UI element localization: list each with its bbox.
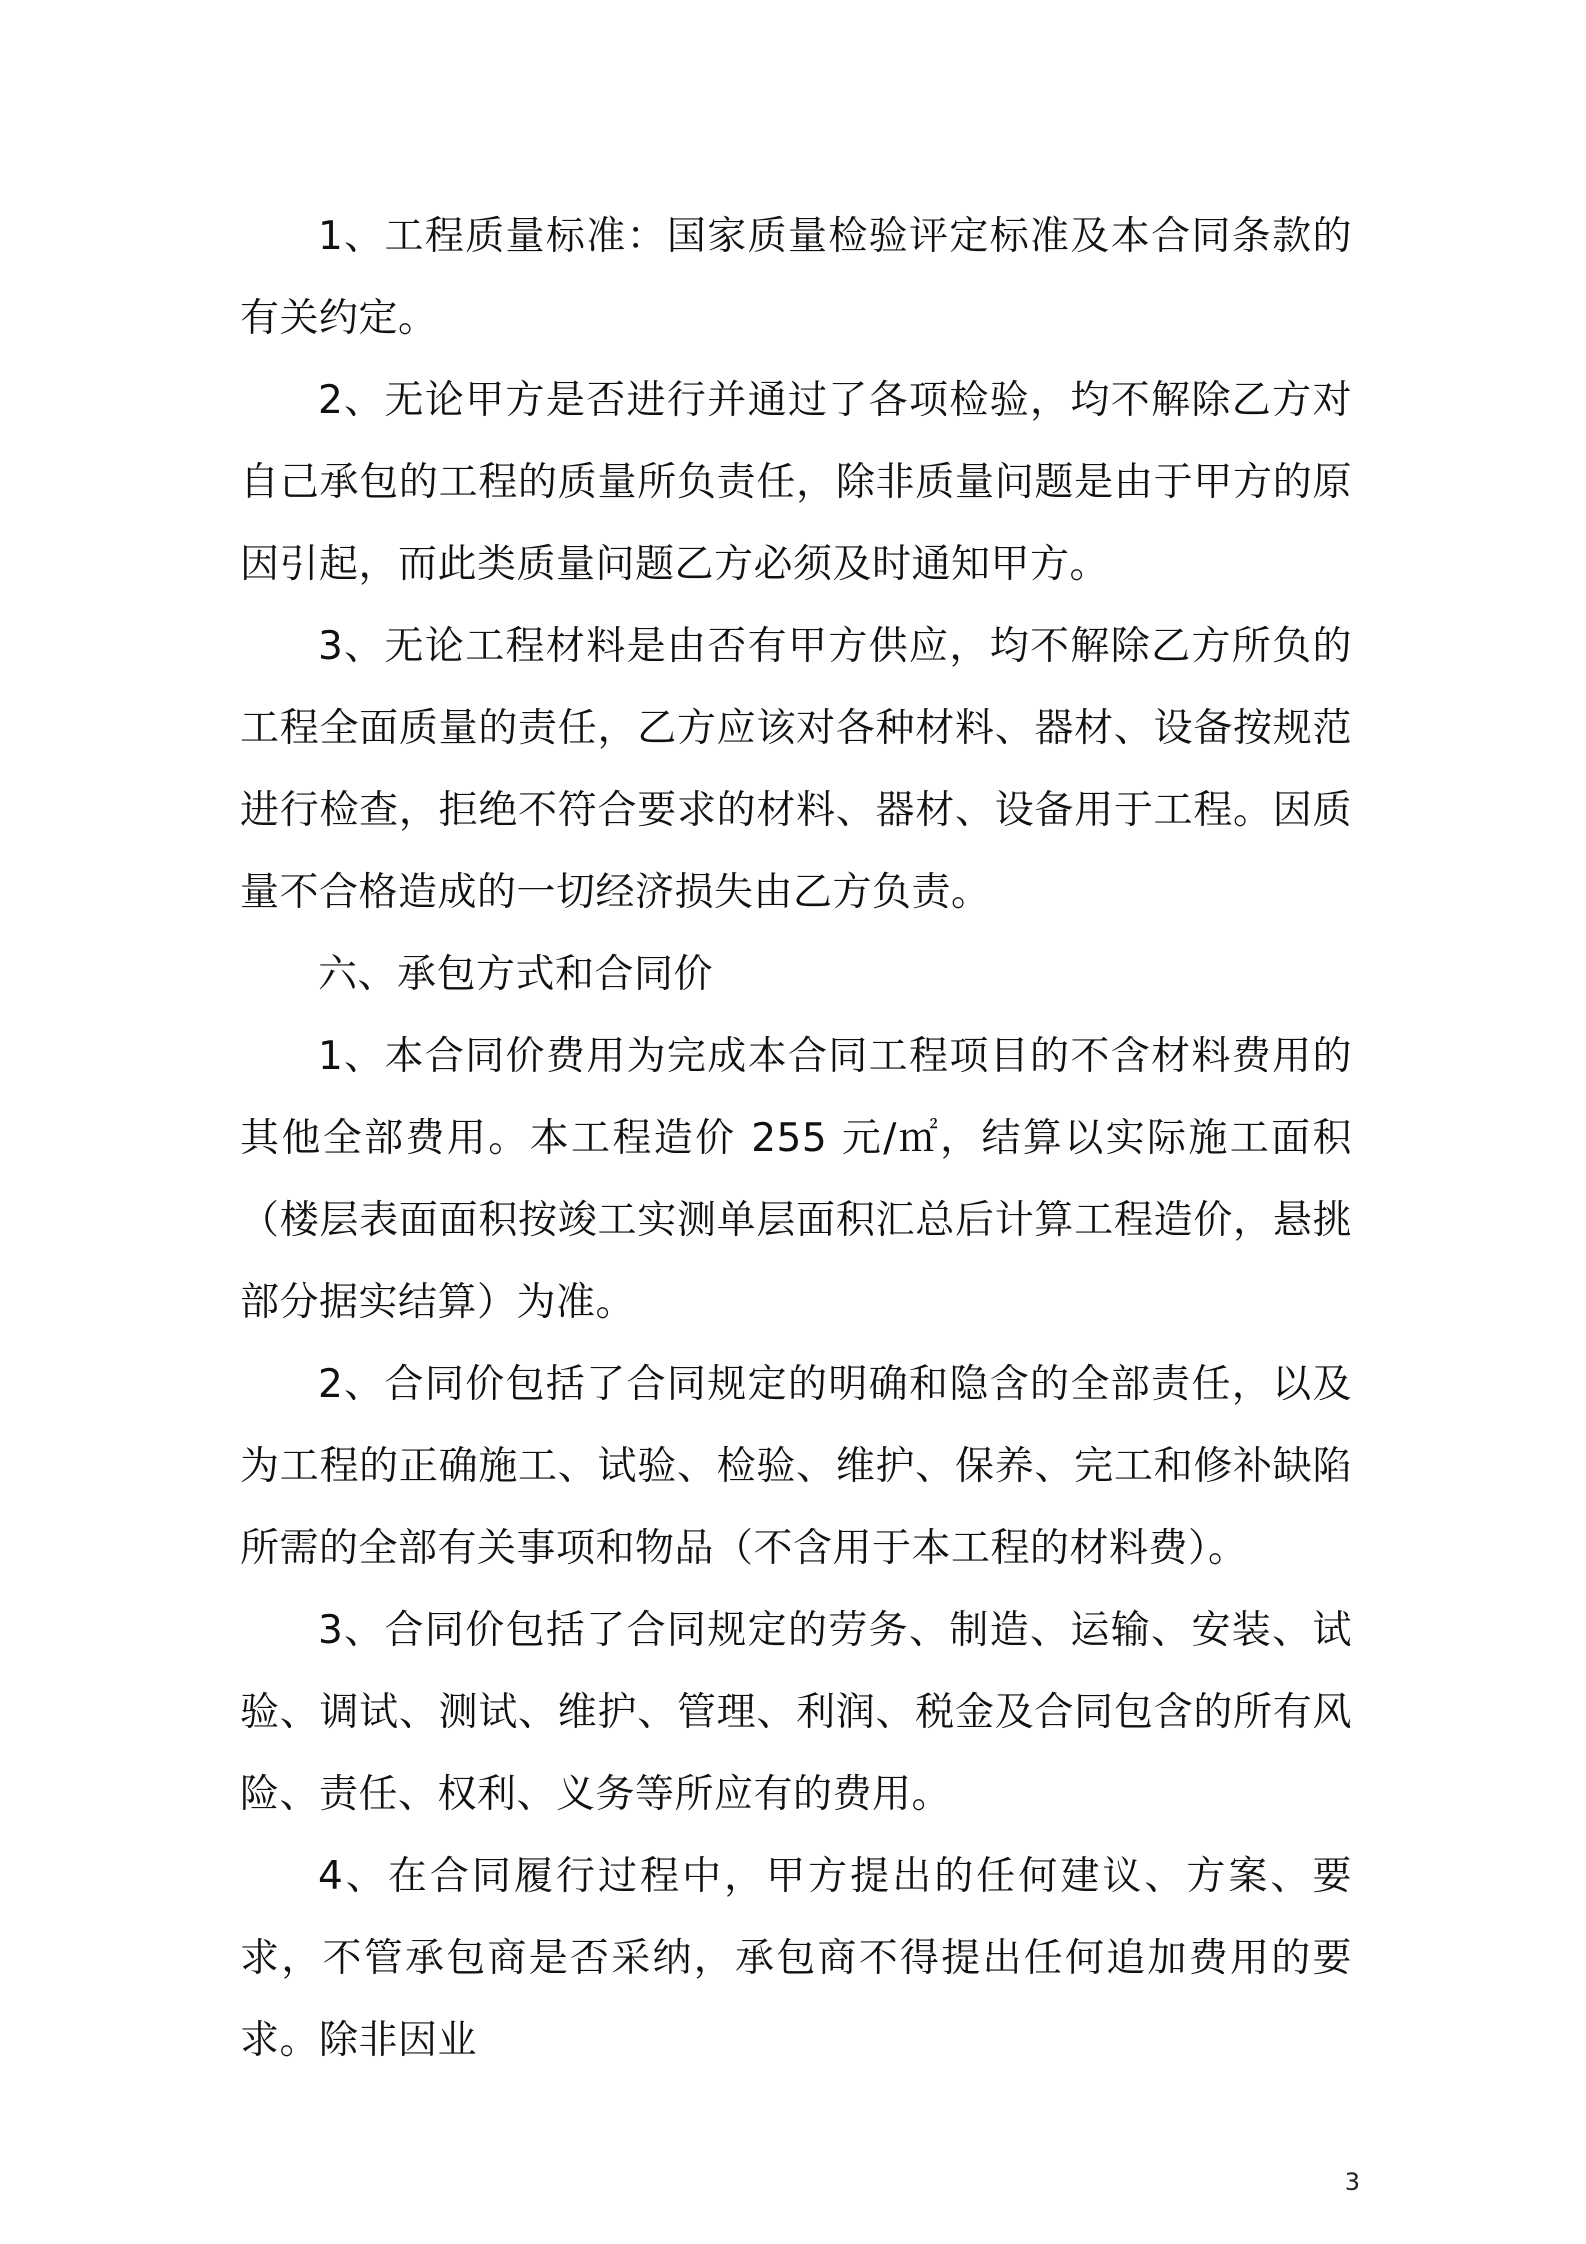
- section-heading: 六、承包方式和合同价: [318, 952, 714, 997]
- page-number: 3: [1344, 2168, 1360, 2196]
- paragraph-contract-price-costs: 3、合同价包括了合同规定的劳务、制造、运输、安装、试验、调试、测试、维护、管理、利润、税金及合同包含的所有风险、责任、权利、义务等所应有的费用。: [240, 1608, 1352, 1817]
- paragraph-quality-standard: 1、工程质量标准：国家质量检验评定标准及本合同条款的有关约定。: [240, 214, 1352, 341]
- paragraph-contract-price-scope: 1、本合同价费用为完成本合同工程项目的不含材料费用的其他全部费用。本工程造价 255 元/㎡，结算以实际施工面积（楼层表面面积按竣工实测单层面积汇总后计算工程造价，悬挑部分据实结算）为准。: [240, 1034, 1352, 1325]
- paragraph-no-additional-costs: 4、在合同履行过程中，甲方提出的任何建议、方案、要求，不管承包商是否采纳，承包商不得提出任何追加费用的要求。除非因业: [240, 1854, 1352, 2063]
- paragraph-inspection-responsibility: 2、无论甲方是否进行并通过了各项检验，均不解除乙方对自己承包的工程的质量所负责任，除非质量问题是由于甲方的原因引起，而此类质量问题乙方必须及时通知甲方。: [240, 378, 1352, 587]
- paragraph-contract-price-responsibility: 2、合同价包括了合同规定的明确和隐含的全部责任，以及为工程的正确施工、试验、检验、维护、保养、完工和修补缺陷所需的全部有关事项和物品（不含用于本工程的材料费）。: [240, 1362, 1352, 1571]
- paragraph-material-responsibility: 3、无论工程材料是由否有甲方供应，均不解除乙方所负的工程全面质量的责任，乙方应该对各种材料、器材、设备按规范进行检查，拒绝不符合要求的材料、器材、设备用于工程。因质量不合格造成的一切经济损失由乙方负责。: [240, 624, 1352, 915]
- document-body: [240, 196, 1352, 2082]
